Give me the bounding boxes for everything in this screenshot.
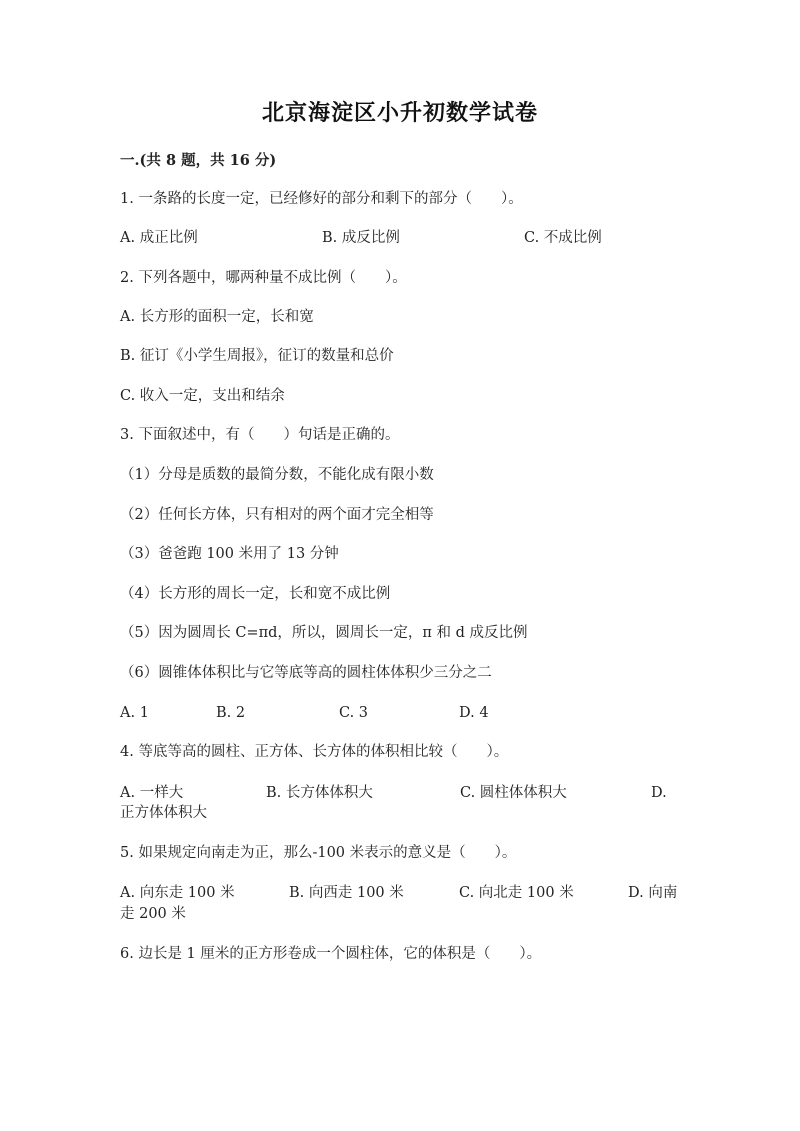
question-2-option-c: C. 收入一定，支出和结余 [120,388,285,404]
question-1-option-c: C. 不成比例 [524,230,602,246]
question-3-option-d: D. 4 [459,705,489,721]
question-6-stem: 6. 边长是 1 厘米的正方形卷成一个圆柱体，它的体积是（ ）。 [120,946,542,962]
question-3-statement-4: （4）长方形的周长一定，长和宽不成比例 [120,586,391,602]
question-3-option-c: C. 3 [339,705,369,721]
question-1-option-a: A. 成正比例 [120,230,198,246]
question-3-option-a: A. 1 [120,705,149,721]
question-5-option-a: A. 向东走 100 米 [120,885,235,901]
question-4-stem: 4. 等底等高的圆柱、正方体、长方体的体积相比较（ ）。 [120,744,509,760]
question-3-option-b: B. 2 [216,705,246,721]
question-2-option-a: A. 长方形的面积一定，长和宽 [120,309,314,325]
question-5-option-b: B. 向西走 100 米 [289,885,404,901]
question-4-option-d-text: 正方体体积大 [120,805,207,821]
question-3-statement-2: （2）任何长方体，只有相对的两个面才完全相等 [120,507,434,523]
question-4-option-c: C. 圆柱体体积大 [460,785,567,801]
question-3-stem: 3. 下面叙述中，有（ ）句话是正确的。 [120,427,400,443]
question-5-option-d-text: 走 200 米 [120,906,186,922]
question-3-statement-6: （6）圆锥体体积比与它等底等高的圆柱体体积少三分之二 [120,665,492,681]
question-4-option-b: B. 长方体体积大 [266,785,373,801]
question-4-option-d-label: D. [651,785,667,801]
section-heading: 一.(共 8 题，共 16 分) [120,152,277,169]
question-3-statement-5: （5）因为圆周长 C=πd，所以，圆周长一定，π 和 d 成反比例 [120,625,528,641]
exam-title: 北京海淀区小升初数学试卷 [261,100,538,126]
question-5-stem: 5. 如果规定向南走为正，那么-100 米表示的意义是（ ）。 [120,845,517,861]
question-1-stem: 1. 一条路的长度一定，已经修好的部分和剩下的部分（ ）。 [120,191,523,207]
question-5-option-d-label: D. 向南 [628,885,678,901]
question-4-option-a: A. 一样大 [120,785,184,801]
question-2-option-b: B. 征订《小学生周报》，征订的数量和总价 [120,348,394,364]
question-5-option-c: C. 向北走 100 米 [459,885,574,901]
question-1-option-b: B. 成反比例 [322,230,400,246]
question-3-statement-1: （1）分母是质数的最简分数，不能化成有限小数 [120,467,434,483]
question-2-stem: 2. 下列各题中，哪两种量不成比例（ ）。 [120,270,407,286]
question-3-statement-3: （3）爸爸跑 100 米用了 13 分钟 [120,546,339,562]
